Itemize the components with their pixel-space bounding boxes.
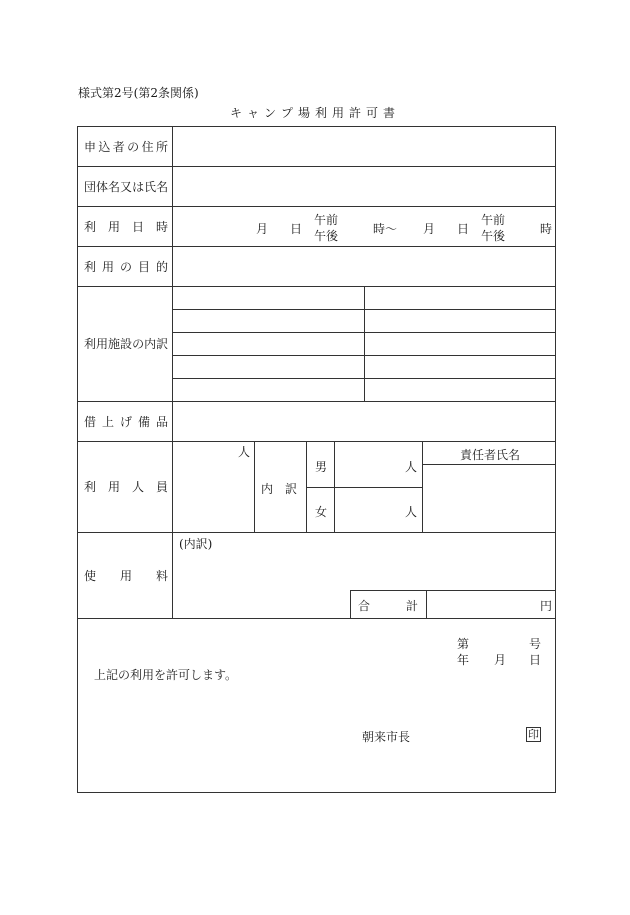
label-users: 利 用 人 員 bbox=[84, 480, 168, 494]
fee-breakdown-label: (内訳) bbox=[179, 537, 213, 551]
users-male-label: 男 bbox=[315, 460, 328, 474]
users-male-unit: 人 bbox=[405, 460, 418, 474]
responsible-person-label: 責任者氏名 bbox=[460, 448, 521, 462]
row-divider bbox=[77, 618, 556, 619]
datetime-to-hour: 時 bbox=[540, 222, 553, 236]
users-female-label: 女 bbox=[315, 505, 328, 519]
users-divider bbox=[422, 464, 556, 465]
fee-total-label: 合 計 bbox=[358, 599, 419, 613]
fee-currency: 円 bbox=[540, 599, 553, 613]
users-female-unit: 人 bbox=[405, 505, 418, 519]
permit-date-day: 日 bbox=[529, 653, 542, 667]
datetime-from-am: 午前 bbox=[314, 213, 339, 227]
label-equipment: 借 上 げ 備 品 bbox=[84, 414, 168, 429]
fee-divider bbox=[350, 590, 351, 618]
permit-date-year: 年 bbox=[457, 653, 470, 667]
document-title: キャンプ場利用許可書 bbox=[229, 106, 400, 120]
datetime-from-pm: 午後 bbox=[314, 229, 339, 243]
fee-divider bbox=[426, 590, 427, 618]
label-purpose: 利 用 の 目 的 bbox=[84, 259, 168, 274]
facility-column-divider bbox=[364, 286, 365, 401]
datetime-to-day: 日 bbox=[457, 222, 470, 236]
users-divider bbox=[306, 487, 423, 488]
users-total-unit: 人 bbox=[238, 445, 251, 459]
label-datetime: 利 用 日 時 bbox=[84, 219, 168, 234]
label-applicant-address: 申 込 者 の 住 所 bbox=[84, 139, 168, 154]
users-divider bbox=[254, 441, 255, 532]
datetime-to-month: 月 bbox=[423, 222, 436, 236]
label-column-divider bbox=[172, 126, 173, 618]
datetime-from-month: 月 bbox=[256, 222, 269, 236]
users-breakdown-label: 内 訳 bbox=[261, 482, 298, 496]
form-number: 様式第2号(第2条関係) bbox=[78, 86, 199, 100]
permission-statement: 上記の利用を許可します。 bbox=[94, 668, 238, 682]
label-fee: 使 用 料 bbox=[84, 568, 168, 583]
fee-divider bbox=[350, 590, 556, 591]
permit-number-prefix: 第 bbox=[457, 637, 470, 651]
datetime-from-hour: 時～ bbox=[373, 222, 398, 236]
datetime-to-am: 午前 bbox=[481, 213, 506, 227]
permit-number-suffix: 号 bbox=[529, 637, 542, 651]
datetime-to-pm: 午後 bbox=[481, 229, 506, 243]
seal-stamp bbox=[526, 727, 541, 741]
datetime-from-day: 日 bbox=[290, 222, 303, 236]
mayor-title: 朝来市長 bbox=[362, 730, 411, 744]
permit-date-month: 月 bbox=[494, 653, 507, 667]
label-name: 団 体 名 又 は 氏 名 bbox=[84, 179, 169, 194]
label-facilities: 利 用 施 設 の 内 訳 bbox=[84, 337, 169, 351]
seal-icon: 印 bbox=[528, 728, 539, 741]
